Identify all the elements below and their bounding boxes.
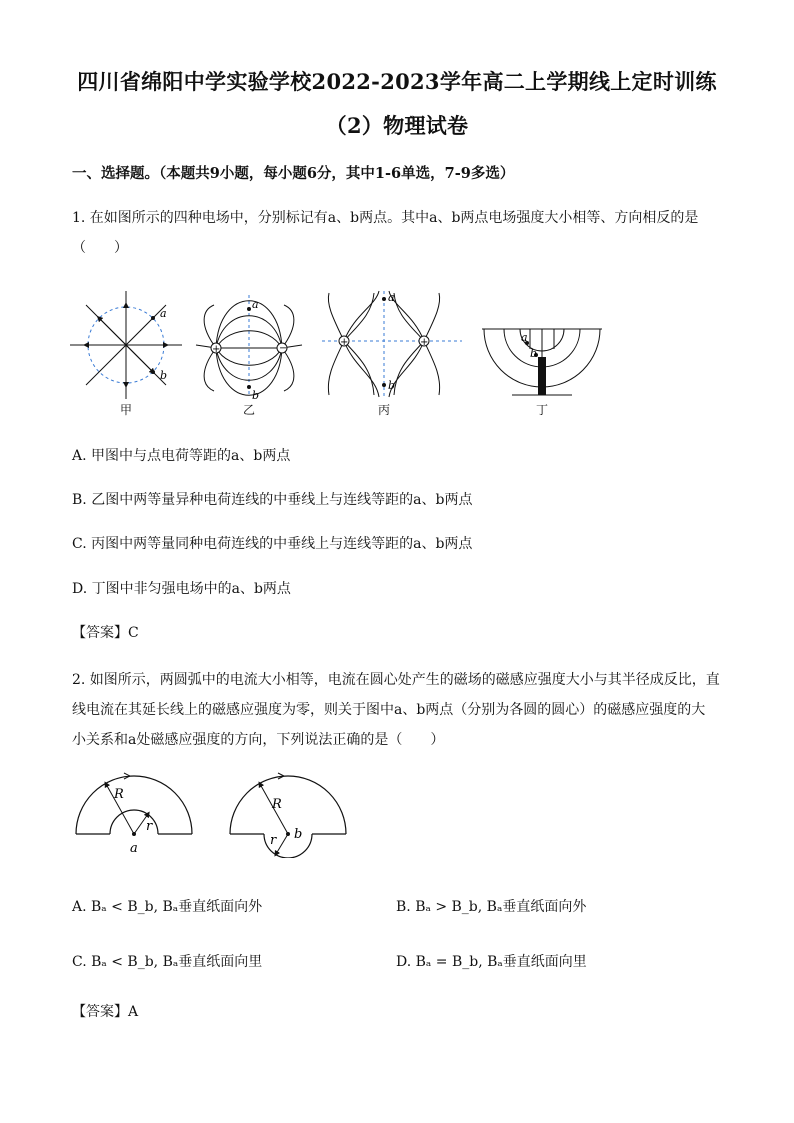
- exam-title-line1: 四川省绵阳中学实验学校2022-2023学年高二上学期线上定时训练: [77, 69, 717, 94]
- figure-label-jia: 甲: [120, 403, 133, 417]
- figure-ding: [482, 329, 602, 395]
- figure-bing: [322, 291, 462, 399]
- svg-text:−: −: [279, 343, 288, 354]
- svg-text:b: b: [530, 347, 538, 360]
- svg-text:+: +: [212, 344, 221, 355]
- figure-jia: [70, 291, 182, 399]
- q1-option-c: C. 丙图中两等量同种电荷连线的中垂线上与连线等距的a、b两点: [72, 536, 473, 552]
- q2-option-c: C. Bₐ < B_b, Bₐ垂直纸面向里: [72, 954, 263, 970]
- figure-yi: [196, 295, 302, 402]
- q1-option-d: D. 丁图中非匀强电场中的a、b两点: [72, 581, 291, 597]
- svg-text:a: a: [160, 307, 167, 320]
- q2-stem-line2: 线电流在其延长线上的磁感应强度为零，则关于图中a、b两点（分别为各圆的圆心）的磁感应强度的大: [72, 702, 706, 718]
- exam-title-line2: （2）物理试卷: [325, 113, 469, 138]
- svg-text:a: a: [130, 841, 138, 856]
- q2-option-d: D. Bₐ = B_b, Bₐ垂直纸面向里: [396, 954, 587, 970]
- svg-text:R: R: [114, 787, 124, 802]
- q2-figure: [64, 768, 364, 858]
- q1-figure: [64, 285, 624, 420]
- svg-text:+: +: [340, 337, 349, 348]
- q1-option-b: B. 乙图中两等量异种电荷连线的中垂线上与连线等距的a、b两点: [72, 492, 473, 508]
- q2-option-b: B. Bₐ > B_b, Bₐ垂直纸面向外: [396, 899, 587, 915]
- figure-label-bing: 丙: [378, 403, 391, 417]
- figure-q2-b: [230, 773, 346, 858]
- svg-text:R: R: [272, 797, 282, 812]
- figure-label-ding: 丁: [536, 403, 549, 417]
- svg-text:b: b: [252, 389, 260, 402]
- svg-text:b: b: [294, 827, 303, 842]
- svg-text:r: r: [146, 819, 153, 834]
- svg-text:b: b: [160, 369, 168, 382]
- svg-text:a: a: [252, 298, 259, 311]
- q2-option-a: A. Bₐ < B_b, Bₐ垂直纸面向外: [72, 899, 263, 915]
- svg-text:+: +: [420, 337, 429, 348]
- q1-option-a: A. 甲图中与点电荷等距的a、b两点: [72, 448, 291, 464]
- svg-text:b: b: [388, 379, 396, 392]
- q2-stem-line3: 小关系和a处磁感应强度的方向，下列说法正确的是（ ）: [72, 732, 445, 748]
- figure-q2-a: [76, 773, 192, 856]
- figure-label-yi: 乙: [243, 403, 256, 417]
- q2-answer: 【答案】A: [72, 1004, 139, 1020]
- section-heading: 一、选择题。（本题共9小题，每小题6分，其中1-6单选，7-9多选）: [72, 165, 515, 182]
- q1-answer: 【答案】C: [72, 625, 139, 641]
- svg-text:r: r: [270, 833, 277, 848]
- q1-stem-line2: （ ）: [72, 240, 128, 256]
- svg-text:a: a: [388, 291, 395, 304]
- svg-text:a: a: [521, 331, 528, 344]
- q2-stem-line1: 2. 如图所示，两圆弧中的电流大小相等，电流在圆心处产生的磁场的磁感应强度大小与其半径成反比，直: [72, 672, 720, 688]
- q1-stem-line1: 1. 在如图所示的四种电场中，分别标记有a、b两点。其中a、b两点电场强度大小相等、方向相反的是: [72, 210, 699, 226]
